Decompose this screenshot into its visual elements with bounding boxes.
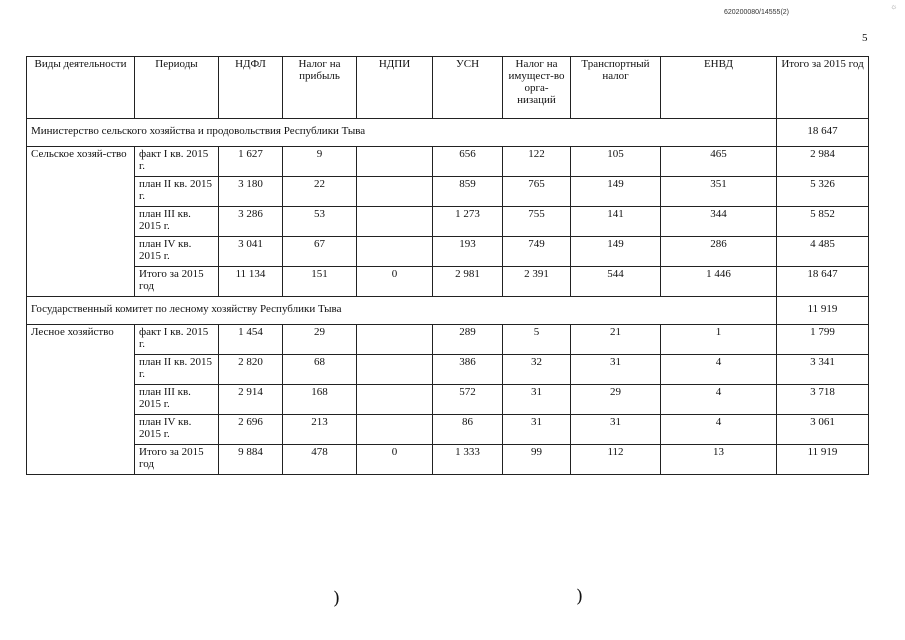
table-row-total	[27, 445, 869, 475]
period-cell: факт I кв. 2015 г.	[135, 147, 219, 177]
period-cell: план IV кв. 2015 г.	[135, 415, 219, 445]
usn-cell: 1 273	[433, 207, 503, 237]
header-profit-tax: Налог на прибыль	[283, 57, 357, 119]
ndfl-cell: 2 820	[219, 355, 283, 385]
section-total: 11 919	[777, 297, 869, 325]
activity-cell: Сельское хозяй-ство	[27, 147, 135, 297]
usn-cell: 1 333	[433, 445, 503, 475]
envd-cell: 13	[661, 445, 777, 475]
profit-tax-cell: 9	[283, 147, 357, 177]
ndpi-cell	[357, 385, 433, 415]
page-number: 5	[862, 32, 868, 44]
total-cell: 1 799	[777, 325, 869, 355]
profit-tax-cell: 68	[283, 355, 357, 385]
envd-cell: 351	[661, 177, 777, 207]
usn-cell: 86	[433, 415, 503, 445]
property-tax-cell: 765	[503, 177, 571, 207]
period-cell: Итого за 2015 год	[135, 267, 219, 297]
ndpi-cell	[357, 237, 433, 267]
ndpi-cell: 0	[357, 267, 433, 297]
handwritten-mark: )	[576, 586, 584, 607]
header-envd: ЕНВД	[661, 57, 777, 119]
ndfl-cell: 1 627	[219, 147, 283, 177]
transport-tax-cell: 31	[571, 355, 661, 385]
property-tax-cell: 5	[503, 325, 571, 355]
usn-cell: 386	[433, 355, 503, 385]
envd-cell: 286	[661, 237, 777, 267]
ndfl-cell: 11 134	[219, 267, 283, 297]
tax-table	[26, 56, 869, 475]
total-cell: 3 061	[777, 415, 869, 445]
transport-tax-cell: 29	[571, 385, 661, 415]
header-activity: Виды деятельности	[27, 57, 135, 119]
total-cell: 3 341	[777, 355, 869, 385]
ndfl-cell: 2 696	[219, 415, 283, 445]
header-ndpi: НДПИ	[357, 57, 433, 119]
table-row	[27, 355, 869, 385]
usn-cell: 859	[433, 177, 503, 207]
transport-tax-cell: 105	[571, 147, 661, 177]
table-row	[27, 147, 869, 177]
property-tax-cell: 31	[503, 385, 571, 415]
property-tax-cell: 749	[503, 237, 571, 267]
ndpi-cell	[357, 147, 433, 177]
total-cell: 5 326	[777, 177, 869, 207]
section-row	[27, 297, 869, 325]
ndpi-cell: 0	[357, 445, 433, 475]
section-total: 18 647	[777, 119, 869, 147]
total-cell: 11 919	[777, 445, 869, 475]
document-id: 620200080/14555(2)	[724, 9, 790, 16]
header-usn: УСН	[433, 57, 503, 119]
profit-tax-cell: 53	[283, 207, 357, 237]
ndpi-cell	[357, 355, 433, 385]
period-cell: план III кв. 2015 г.	[135, 207, 219, 237]
handwritten-mark: )	[333, 588, 341, 609]
ndpi-cell	[357, 415, 433, 445]
ndfl-cell: 3 180	[219, 177, 283, 207]
property-tax-cell: 122	[503, 147, 571, 177]
section-title: Государственный комитет по лесному хозяйству Республики Тыва	[27, 297, 777, 325]
profit-tax-cell: 22	[283, 177, 357, 207]
envd-cell: 1	[661, 325, 777, 355]
header-transport-tax: Транспортный налог	[571, 57, 661, 119]
profit-tax-cell: 478	[283, 445, 357, 475]
total-cell: 18 647	[777, 267, 869, 297]
profit-tax-cell: 29	[283, 325, 357, 355]
envd-cell: 465	[661, 147, 777, 177]
total-cell: 3 718	[777, 385, 869, 415]
period-cell: Итого за 2015 год	[135, 445, 219, 475]
transport-tax-cell: 149	[571, 177, 661, 207]
ndfl-cell: 1 454	[219, 325, 283, 355]
ndpi-cell	[357, 207, 433, 237]
table-row	[27, 237, 869, 267]
profit-tax-cell: 213	[283, 415, 357, 445]
header-row	[27, 57, 869, 119]
period-cell: план IV кв. 2015 г.	[135, 237, 219, 267]
table-row	[27, 385, 869, 415]
header-total: Итого за 2015 год	[777, 57, 869, 119]
usn-cell: 572	[433, 385, 503, 415]
section-row	[27, 119, 869, 147]
envd-cell: 4	[661, 415, 777, 445]
envd-cell: 1 446	[661, 267, 777, 297]
profit-tax-cell: 151	[283, 267, 357, 297]
table-row	[27, 177, 869, 207]
envd-cell: 4	[661, 355, 777, 385]
property-tax-cell: 32	[503, 355, 571, 385]
property-tax-cell: 2 391	[503, 267, 571, 297]
table-row-total	[27, 267, 869, 297]
transport-tax-cell: 149	[571, 237, 661, 267]
total-cell: 4 485	[777, 237, 869, 267]
header-period: Периоды	[135, 57, 219, 119]
tax-table-container	[26, 56, 869, 475]
transport-tax-cell: 21	[571, 325, 661, 355]
transport-tax-cell: 141	[571, 207, 661, 237]
ndfl-cell: 2 914	[219, 385, 283, 415]
section-title: Министерство сельского хозяйства и продовольствия Республики Тыва	[27, 119, 777, 147]
ndfl-cell: 3 286	[219, 207, 283, 237]
table-row	[27, 415, 869, 445]
table-row	[27, 207, 869, 237]
envd-cell: 4	[661, 385, 777, 415]
total-cell: 5 852	[777, 207, 869, 237]
period-cell: план III кв. 2015 г.	[135, 385, 219, 415]
ndpi-cell	[357, 177, 433, 207]
period-cell: факт I кв. 2015 г.	[135, 325, 219, 355]
transport-tax-cell: 112	[571, 445, 661, 475]
property-tax-cell: 755	[503, 207, 571, 237]
ndfl-cell: 3 041	[219, 237, 283, 267]
header-property-tax: Налог на имущест-во орга-низаций	[503, 57, 571, 119]
period-cell: план II кв. 2015 г.	[135, 177, 219, 207]
usn-cell: 656	[433, 147, 503, 177]
envd-cell: 344	[661, 207, 777, 237]
period-cell: план II кв. 2015 г.	[135, 355, 219, 385]
header-ndfl: НДФЛ	[219, 57, 283, 119]
usn-cell: 2 981	[433, 267, 503, 297]
activity-cell: Лесное хозяйство	[27, 325, 135, 475]
corner-mark: ☼	[890, 2, 898, 11]
transport-tax-cell: 544	[571, 267, 661, 297]
total-cell: 2 984	[777, 147, 869, 177]
transport-tax-cell: 31	[571, 415, 661, 445]
profit-tax-cell: 67	[283, 237, 357, 267]
usn-cell: 289	[433, 325, 503, 355]
property-tax-cell: 99	[503, 445, 571, 475]
profit-tax-cell: 168	[283, 385, 357, 415]
table-row	[27, 325, 869, 355]
ndfl-cell: 9 884	[219, 445, 283, 475]
property-tax-cell: 31	[503, 415, 571, 445]
ndpi-cell	[357, 325, 433, 355]
usn-cell: 193	[433, 237, 503, 267]
